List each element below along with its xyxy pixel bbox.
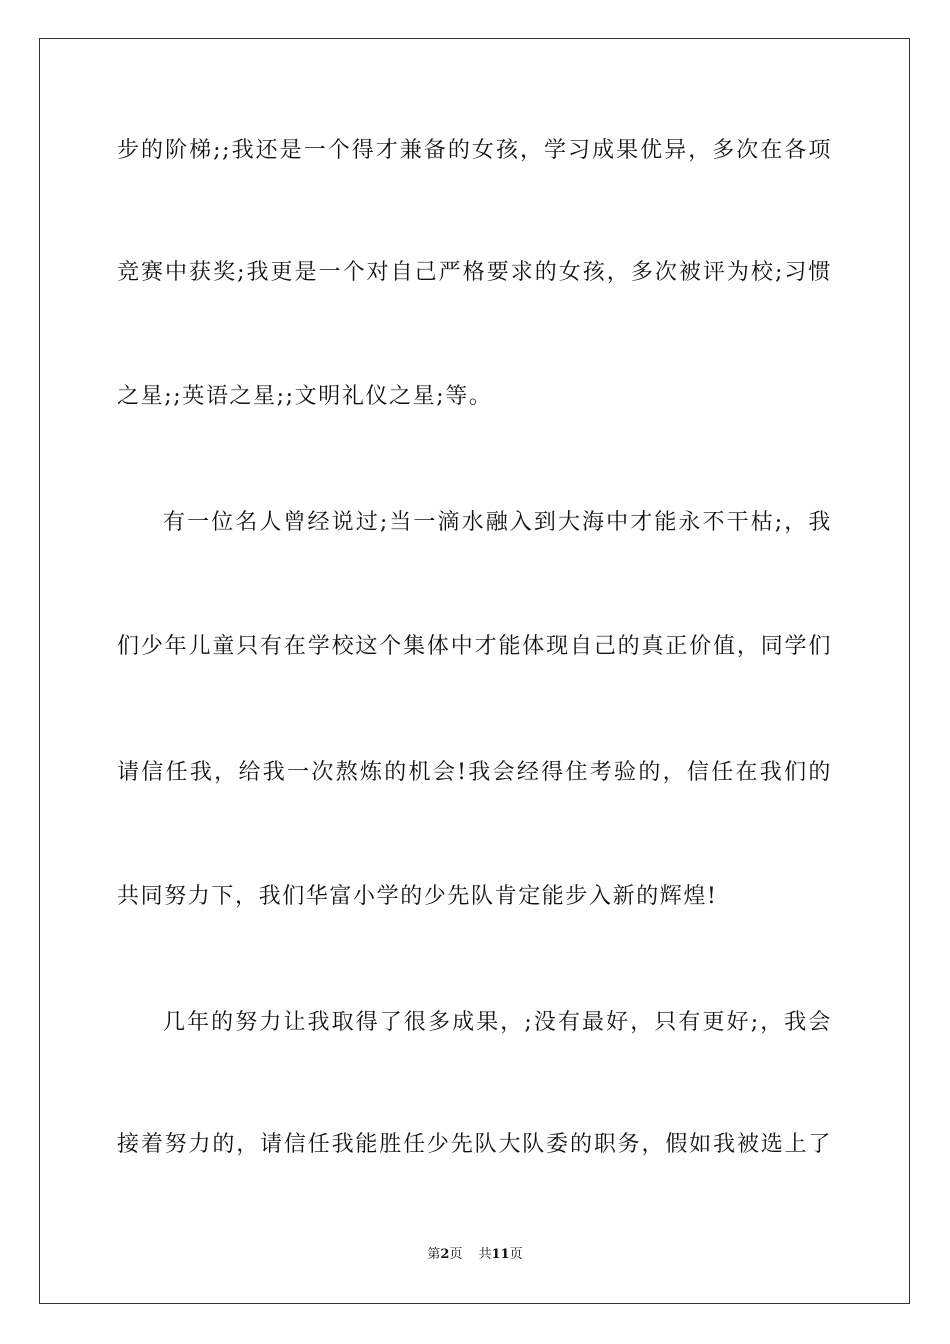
page-number: 2 xyxy=(440,1247,450,1262)
paragraph-line: 共同努力下，我们华富小学的少先队肯定能步入新的辉煌! xyxy=(117,884,718,909)
total-prefix: 共 xyxy=(478,1247,492,1262)
paragraph-line: 们少年儿童只有在学校这个集体中才能体现自己的真正价值，同学们 xyxy=(117,634,832,659)
paragraph-line: 几年的努力让我取得了很多成果，;没有最好，只有更好;，我会 xyxy=(163,1010,832,1035)
paragraph-line: 竞赛中获奖;我更是一个对自己严格要求的女孩，多次被评为校;习惯 xyxy=(117,260,832,285)
paragraph-line: 接着努力的，请信任我能胜任少先队大队委的职务，假如我被选上了 xyxy=(117,1132,832,1157)
paragraph-line: 有一位名人曾经说过;当一滴水融入到大海中才能永不干枯;，我 xyxy=(163,510,832,535)
page-prefix: 第 xyxy=(427,1247,441,1262)
page-border xyxy=(39,38,910,1304)
paragraph-line: 步的阶梯;;我还是一个得才兼备的女孩，学习成果优异，多次在各项 xyxy=(117,138,832,163)
total-pages: 11 xyxy=(491,1247,510,1262)
paragraph-line: 之星;;英语之星;;文明礼仪之星;等。 xyxy=(117,384,493,409)
paragraph-line: 请信任我，给我一次熬炼的机会!我会经得住考验的，信任在我们的 xyxy=(117,760,832,785)
total-suffix: 页 xyxy=(509,1247,523,1262)
page-suffix: 页 xyxy=(449,1247,463,1262)
page-footer xyxy=(0,1246,950,1264)
